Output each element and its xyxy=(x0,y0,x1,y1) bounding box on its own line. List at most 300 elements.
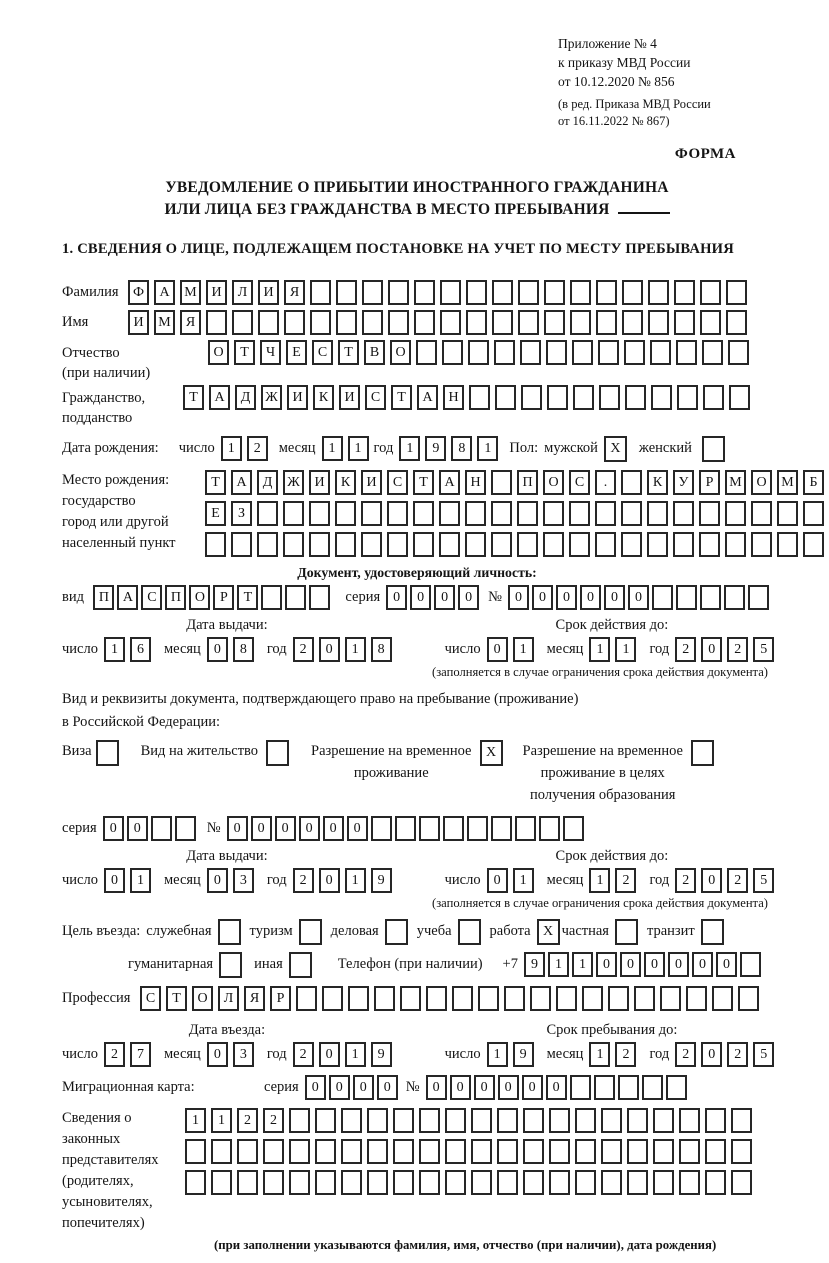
form-cell[interactable]: Д xyxy=(257,470,278,495)
form-cell[interactable] xyxy=(393,1139,414,1164)
form-cell[interactable] xyxy=(634,986,655,1011)
form-cell[interactable]: О xyxy=(189,585,210,610)
form-cell[interactable]: З xyxy=(231,501,252,526)
form-cell[interactable] xyxy=(289,1170,310,1195)
form-cell[interactable]: 0 xyxy=(532,585,553,610)
form-cell[interactable]: 1 xyxy=(487,1042,508,1067)
form-cell[interactable] xyxy=(367,1108,388,1133)
form-cell[interactable] xyxy=(491,470,512,495)
form-cell[interactable] xyxy=(653,1139,674,1164)
form-cell[interactable]: 1 xyxy=(345,1042,366,1067)
form-cell[interactable]: 0 xyxy=(450,1075,471,1100)
form-cell[interactable] xyxy=(647,501,668,526)
form-cell[interactable]: О xyxy=(543,470,564,495)
form-cell[interactable]: Е xyxy=(286,340,307,365)
form-cell[interactable]: П xyxy=(165,585,186,610)
form-cell[interactable] xyxy=(595,501,616,526)
form-cell[interactable] xyxy=(367,1139,388,1164)
form-cell[interactable] xyxy=(653,1170,674,1195)
form-cell[interactable]: 0 xyxy=(319,1042,340,1067)
form-cell[interactable]: 0 xyxy=(487,637,508,662)
form-cell[interactable]: С xyxy=(141,585,162,610)
form-cell[interactable] xyxy=(676,585,697,610)
form-cell[interactable] xyxy=(443,816,464,841)
form-cell[interactable]: Т xyxy=(338,340,359,365)
form-cell[interactable] xyxy=(699,532,720,557)
form-cell[interactable] xyxy=(648,280,669,305)
form-cell[interactable] xyxy=(388,280,409,305)
form-cell[interactable] xyxy=(647,532,668,557)
form-cell[interactable]: 0 xyxy=(522,1075,543,1100)
form-cell[interactable] xyxy=(419,1139,440,1164)
form-cell[interactable] xyxy=(569,532,590,557)
form-cell[interactable] xyxy=(393,1108,414,1133)
form-cell[interactable] xyxy=(570,280,591,305)
form-cell[interactable]: 9 xyxy=(371,868,392,893)
form-cell[interactable]: М xyxy=(725,470,746,495)
form-cell[interactable]: Я xyxy=(284,280,305,305)
form-cell[interactable] xyxy=(648,310,669,335)
form-cell[interactable] xyxy=(520,340,541,365)
form-cell[interactable]: 1 xyxy=(130,868,151,893)
form-cell[interactable] xyxy=(426,986,447,1011)
form-cell[interactable]: А xyxy=(209,385,230,410)
form-cell[interactable]: 0 xyxy=(434,585,455,610)
form-cell[interactable]: 0 xyxy=(644,952,665,977)
form-cell[interactable] xyxy=(289,1139,310,1164)
form-cell[interactable]: О xyxy=(192,986,213,1011)
form-cell[interactable] xyxy=(702,340,723,365)
form-cell[interactable] xyxy=(530,986,551,1011)
form-cell[interactable]: 3 xyxy=(233,868,254,893)
form-cell[interactable]: 1 xyxy=(572,952,593,977)
form-cell[interactable]: 0 xyxy=(103,816,124,841)
form-cell[interactable] xyxy=(653,1108,674,1133)
form-cell[interactable]: И xyxy=(287,385,308,410)
purpose-private-checkbox[interactable] xyxy=(615,919,638,945)
form-cell[interactable] xyxy=(414,310,435,335)
purpose-transit-checkbox[interactable] xyxy=(701,919,724,945)
form-cell[interactable] xyxy=(413,501,434,526)
form-cell[interactable] xyxy=(740,952,761,977)
form-cell[interactable] xyxy=(341,1108,362,1133)
form-cell[interactable]: Я xyxy=(180,310,201,335)
form-cell[interactable] xyxy=(517,501,538,526)
form-cell[interactable]: Е xyxy=(205,501,226,526)
form-cell[interactable]: 1 xyxy=(548,952,569,977)
form-cell[interactable]: Т xyxy=(183,385,204,410)
form-cell[interactable]: 0 xyxy=(628,585,649,610)
form-cell[interactable] xyxy=(777,532,798,557)
form-cell[interactable]: 0 xyxy=(596,952,617,977)
form-cell[interactable]: 2 xyxy=(104,1042,125,1067)
form-cell[interactable] xyxy=(465,501,486,526)
form-cell[interactable] xyxy=(705,1139,726,1164)
form-cell[interactable]: Т xyxy=(234,340,255,365)
form-cell[interactable]: . xyxy=(595,470,616,495)
form-cell[interactable] xyxy=(387,501,408,526)
form-cell[interactable] xyxy=(257,501,278,526)
purpose-humanitarian-checkbox[interactable] xyxy=(219,952,242,978)
form-cell[interactable]: В xyxy=(364,340,385,365)
form-cell[interactable] xyxy=(315,1170,336,1195)
form-cell[interactable] xyxy=(419,816,440,841)
residence-permit-checkbox[interactable] xyxy=(266,740,289,766)
form-cell[interactable] xyxy=(494,340,515,365)
form-cell[interactable] xyxy=(261,585,282,610)
form-cell[interactable] xyxy=(596,280,617,305)
form-cell[interactable]: 3 xyxy=(233,1042,254,1067)
form-cell[interactable] xyxy=(523,1108,544,1133)
form-cell[interactable] xyxy=(283,532,304,557)
purpose-other-checkbox[interactable] xyxy=(289,952,312,978)
form-cell[interactable]: К xyxy=(313,385,334,410)
form-cell[interactable] xyxy=(731,1108,752,1133)
form-cell[interactable] xyxy=(468,340,489,365)
form-cell[interactable]: 5 xyxy=(753,1042,774,1067)
form-cell[interactable] xyxy=(445,1108,466,1133)
form-cell[interactable]: 7 xyxy=(130,1042,151,1067)
form-cell[interactable]: О xyxy=(208,340,229,365)
form-cell[interactable] xyxy=(466,310,487,335)
form-cell[interactable] xyxy=(674,310,695,335)
form-cell[interactable]: Н xyxy=(443,385,464,410)
purpose-study-checkbox[interactable] xyxy=(458,919,481,945)
form-cell[interactable]: Ж xyxy=(283,470,304,495)
form-cell[interactable] xyxy=(497,1170,518,1195)
purpose-business-checkbox[interactable] xyxy=(385,919,408,945)
form-cell[interactable]: 1 xyxy=(322,436,343,461)
form-cell[interactable] xyxy=(523,1139,544,1164)
form-cell[interactable]: 0 xyxy=(275,816,296,841)
form-cell[interactable]: П xyxy=(93,585,114,610)
form-cell[interactable]: 2 xyxy=(615,1042,636,1067)
form-cell[interactable]: Т xyxy=(166,986,187,1011)
form-cell[interactable] xyxy=(738,986,759,1011)
form-cell[interactable]: Ж xyxy=(261,385,282,410)
form-cell[interactable] xyxy=(205,532,226,557)
form-cell[interactable]: Т xyxy=(205,470,226,495)
form-cell[interactable] xyxy=(367,1170,388,1195)
form-cell[interactable]: К xyxy=(335,470,356,495)
form-cell[interactable] xyxy=(466,280,487,305)
form-cell[interactable]: 5 xyxy=(753,637,774,662)
form-cell[interactable] xyxy=(575,1108,596,1133)
form-cell[interactable] xyxy=(569,501,590,526)
form-cell[interactable]: Я xyxy=(244,986,265,1011)
form-cell[interactable]: 1 xyxy=(211,1108,232,1133)
form-cell[interactable] xyxy=(491,501,512,526)
form-cell[interactable] xyxy=(676,340,697,365)
form-cell[interactable]: 0 xyxy=(580,585,601,610)
form-cell[interactable] xyxy=(211,1170,232,1195)
form-cell[interactable]: Ф xyxy=(128,280,149,305)
form-cell[interactable] xyxy=(440,280,461,305)
form-cell[interactable] xyxy=(492,280,513,305)
form-cell[interactable] xyxy=(371,816,392,841)
form-cell[interactable] xyxy=(599,385,620,410)
form-cell[interactable]: Т xyxy=(391,385,412,410)
form-cell[interactable]: 8 xyxy=(233,637,254,662)
form-cell[interactable] xyxy=(523,1170,544,1195)
form-cell[interactable] xyxy=(748,585,769,610)
form-cell[interactable] xyxy=(679,1108,700,1133)
form-cell[interactable]: 0 xyxy=(692,952,713,977)
form-cell[interactable]: 2 xyxy=(675,868,696,893)
form-cell[interactable] xyxy=(315,1108,336,1133)
form-cell[interactable]: 0 xyxy=(104,868,125,893)
form-cell[interactable] xyxy=(699,501,720,526)
form-cell[interactable] xyxy=(642,1075,663,1100)
form-cell[interactable] xyxy=(309,501,330,526)
form-cell[interactable]: 0 xyxy=(487,868,508,893)
form-cell[interactable] xyxy=(539,816,560,841)
form-cell[interactable]: С xyxy=(387,470,408,495)
form-cell[interactable]: 0 xyxy=(474,1075,495,1100)
form-cell[interactable]: 1 xyxy=(348,436,369,461)
form-cell[interactable] xyxy=(705,1170,726,1195)
form-cell[interactable] xyxy=(492,310,513,335)
form-cell[interactable]: 9 xyxy=(425,436,446,461)
form-cell[interactable] xyxy=(284,310,305,335)
form-cell[interactable] xyxy=(627,1108,648,1133)
form-cell[interactable]: У xyxy=(673,470,694,495)
form-cell[interactable] xyxy=(336,280,357,305)
form-cell[interactable] xyxy=(549,1139,570,1164)
form-cell[interactable]: 0 xyxy=(426,1075,447,1100)
form-cell[interactable] xyxy=(283,501,304,526)
form-cell[interactable] xyxy=(211,1139,232,1164)
form-cell[interactable] xyxy=(725,501,746,526)
form-cell[interactable]: Ч xyxy=(260,340,281,365)
form-cell[interactable]: 1 xyxy=(221,436,242,461)
form-cell[interactable] xyxy=(440,310,461,335)
form-cell[interactable] xyxy=(361,532,382,557)
form-cell[interactable]: 5 xyxy=(753,868,774,893)
form-cell[interactable]: И xyxy=(258,280,279,305)
form-cell[interactable] xyxy=(703,385,724,410)
form-cell[interactable]: 1 xyxy=(477,436,498,461)
form-cell[interactable]: Н xyxy=(465,470,486,495)
form-cell[interactable]: 2 xyxy=(293,637,314,662)
form-cell[interactable] xyxy=(621,501,642,526)
form-cell[interactable] xyxy=(728,340,749,365)
form-cell[interactable] xyxy=(258,310,279,335)
form-cell[interactable]: 2 xyxy=(727,637,748,662)
form-cell[interactable] xyxy=(556,986,577,1011)
form-cell[interactable] xyxy=(700,280,721,305)
form-cell[interactable] xyxy=(725,532,746,557)
form-cell[interactable]: 0 xyxy=(620,952,641,977)
form-cell[interactable] xyxy=(263,1139,284,1164)
form-cell[interactable] xyxy=(622,310,643,335)
form-cell[interactable] xyxy=(518,280,539,305)
form-cell[interactable] xyxy=(700,585,721,610)
form-cell[interactable] xyxy=(515,816,536,841)
form-cell[interactable] xyxy=(543,532,564,557)
form-cell[interactable] xyxy=(575,1139,596,1164)
form-cell[interactable] xyxy=(315,1139,336,1164)
form-cell[interactable] xyxy=(237,1170,258,1195)
form-cell[interactable] xyxy=(452,986,473,1011)
temp-residence-checkbox[interactable]: X xyxy=(480,740,503,766)
form-cell[interactable]: Т xyxy=(413,470,434,495)
form-cell[interactable]: 1 xyxy=(345,637,366,662)
form-cell[interactable] xyxy=(185,1139,206,1164)
form-cell[interactable]: 0 xyxy=(716,952,737,977)
form-cell[interactable] xyxy=(471,1108,492,1133)
form-cell[interactable] xyxy=(705,1108,726,1133)
form-cell[interactable]: 2 xyxy=(615,868,636,893)
form-cell[interactable] xyxy=(310,280,331,305)
form-cell[interactable] xyxy=(309,532,330,557)
form-cell[interactable]: 0 xyxy=(508,585,529,610)
form-cell[interactable] xyxy=(521,385,542,410)
form-cell[interactable] xyxy=(547,385,568,410)
form-cell[interactable]: 0 xyxy=(556,585,577,610)
form-cell[interactable]: 0 xyxy=(305,1075,326,1100)
form-cell[interactable] xyxy=(625,385,646,410)
form-cell[interactable]: А xyxy=(154,280,175,305)
form-cell[interactable] xyxy=(348,986,369,1011)
form-cell[interactable]: 2 xyxy=(675,637,696,662)
female-checkbox[interactable] xyxy=(702,436,725,462)
form-cell[interactable]: 8 xyxy=(371,637,392,662)
form-cell[interactable] xyxy=(803,501,824,526)
form-cell[interactable]: С xyxy=(569,470,590,495)
form-cell[interactable] xyxy=(650,340,671,365)
form-cell[interactable] xyxy=(572,340,593,365)
form-cell[interactable] xyxy=(621,470,642,495)
form-cell[interactable] xyxy=(206,310,227,335)
form-cell[interactable] xyxy=(777,501,798,526)
form-cell[interactable]: А xyxy=(417,385,438,410)
form-cell[interactable] xyxy=(731,1139,752,1164)
purpose-work-checkbox[interactable]: X xyxy=(537,919,560,945)
form-cell[interactable] xyxy=(751,501,772,526)
form-cell[interactable]: 0 xyxy=(323,816,344,841)
form-cell[interactable]: К xyxy=(647,470,668,495)
form-cell[interactable]: 0 xyxy=(319,637,340,662)
form-cell[interactable]: 2 xyxy=(727,1042,748,1067)
form-cell[interactable] xyxy=(652,585,673,610)
form-cell[interactable]: П xyxy=(517,470,538,495)
form-cell[interactable]: 1 xyxy=(615,637,636,662)
form-cell[interactable] xyxy=(751,532,772,557)
form-cell[interactable]: 0 xyxy=(498,1075,519,1100)
form-cell[interactable]: С xyxy=(140,986,161,1011)
form-cell[interactable] xyxy=(627,1170,648,1195)
form-cell[interactable] xyxy=(608,986,629,1011)
form-cell[interactable]: 9 xyxy=(524,952,545,977)
form-cell[interactable] xyxy=(724,585,745,610)
form-cell[interactable]: М xyxy=(154,310,175,335)
form-cell[interactable] xyxy=(263,1170,284,1195)
form-cell[interactable]: 0 xyxy=(227,816,248,841)
form-cell[interactable]: 9 xyxy=(513,1042,534,1067)
form-cell[interactable]: И xyxy=(361,470,382,495)
form-cell[interactable]: О xyxy=(751,470,772,495)
form-cell[interactable] xyxy=(596,310,617,335)
form-cell[interactable]: 1 xyxy=(589,1042,610,1067)
form-cell[interactable] xyxy=(601,1170,622,1195)
form-cell[interactable] xyxy=(185,1170,206,1195)
form-cell[interactable] xyxy=(416,340,437,365)
form-cell[interactable]: А xyxy=(231,470,252,495)
form-cell[interactable]: Л xyxy=(232,280,253,305)
form-cell[interactable]: И xyxy=(206,280,227,305)
temp-residence-education-checkbox[interactable] xyxy=(691,740,714,766)
form-cell[interactable] xyxy=(624,340,645,365)
form-cell[interactable]: И xyxy=(339,385,360,410)
form-cell[interactable] xyxy=(594,1075,615,1100)
form-cell[interactable] xyxy=(419,1170,440,1195)
form-cell[interactable]: 1 xyxy=(513,868,534,893)
form-cell[interactable]: М xyxy=(777,470,798,495)
form-cell[interactable] xyxy=(465,532,486,557)
form-cell[interactable]: И xyxy=(128,310,149,335)
form-cell[interactable] xyxy=(469,385,490,410)
form-cell[interactable]: 0 xyxy=(329,1075,350,1100)
form-cell[interactable] xyxy=(310,310,331,335)
form-cell[interactable]: А xyxy=(117,585,138,610)
purpose-official-checkbox[interactable] xyxy=(218,919,241,945)
form-cell[interactable] xyxy=(322,986,343,1011)
form-cell[interactable] xyxy=(549,1170,570,1195)
form-cell[interactable]: 0 xyxy=(347,816,368,841)
form-cell[interactable] xyxy=(598,340,619,365)
form-cell[interactable]: И xyxy=(309,470,330,495)
form-cell[interactable] xyxy=(335,532,356,557)
form-cell[interactable] xyxy=(621,532,642,557)
form-cell[interactable] xyxy=(395,816,416,841)
form-cell[interactable] xyxy=(151,816,172,841)
form-cell[interactable]: 2 xyxy=(293,1042,314,1067)
form-cell[interactable] xyxy=(595,532,616,557)
form-cell[interactable] xyxy=(387,532,408,557)
form-cell[interactable]: 0 xyxy=(299,816,320,841)
form-cell[interactable] xyxy=(573,385,594,410)
form-cell[interactable] xyxy=(601,1139,622,1164)
form-cell[interactable] xyxy=(673,532,694,557)
form-cell[interactable] xyxy=(439,501,460,526)
form-cell[interactable]: 0 xyxy=(386,585,407,610)
form-cell[interactable] xyxy=(518,310,539,335)
form-cell[interactable] xyxy=(563,816,584,841)
form-cell[interactable]: 9 xyxy=(371,1042,392,1067)
visa-checkbox[interactable] xyxy=(96,740,119,766)
form-cell[interactable] xyxy=(439,532,460,557)
form-cell[interactable]: 0 xyxy=(207,637,228,662)
form-cell[interactable]: 2 xyxy=(727,868,748,893)
form-cell[interactable] xyxy=(622,280,643,305)
form-cell[interactable]: 2 xyxy=(263,1108,284,1133)
form-cell[interactable] xyxy=(285,585,306,610)
form-cell[interactable] xyxy=(413,532,434,557)
form-cell[interactable] xyxy=(543,501,564,526)
form-cell[interactable] xyxy=(700,310,721,335)
form-cell[interactable]: 1 xyxy=(104,637,125,662)
male-checkbox[interactable]: X xyxy=(604,436,627,462)
form-cell[interactable] xyxy=(335,501,356,526)
form-cell[interactable] xyxy=(497,1108,518,1133)
form-cell[interactable] xyxy=(445,1170,466,1195)
form-cell[interactable] xyxy=(419,1108,440,1133)
form-cell[interactable] xyxy=(361,501,382,526)
form-cell[interactable] xyxy=(471,1139,492,1164)
form-cell[interactable]: 1 xyxy=(345,868,366,893)
form-cell[interactable] xyxy=(582,986,603,1011)
